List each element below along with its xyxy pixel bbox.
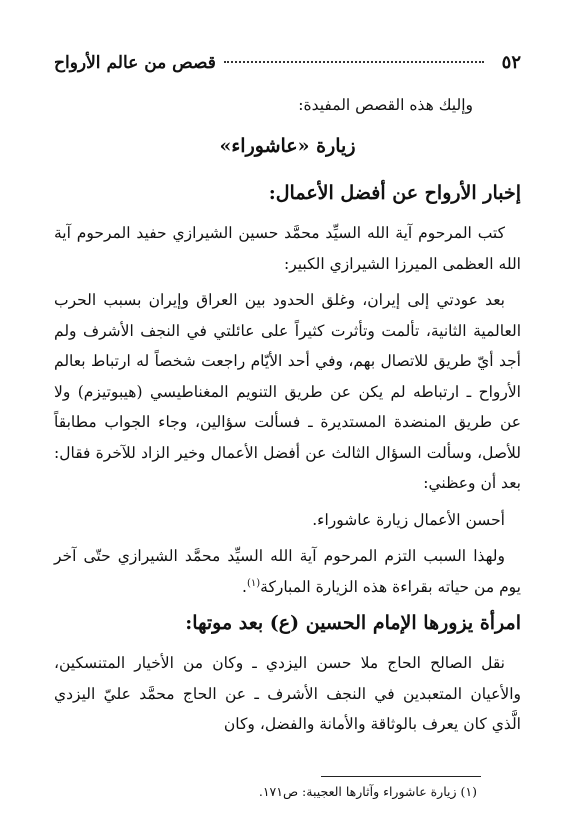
story1-paragraph-1: كتب المرحوم آية الله السيِّد محمَّد حسين الشيرازي حفيد المرحوم آية الله العظمى الميرزا الشيرازي الكبير: (54, 224, 521, 273)
footnote-divider (321, 776, 481, 777)
story2-heading: امرأة يزورها الإمام الحسين (ع) بعد موتها: (185, 612, 521, 634)
story1-closing-text: ولهذا السبب التزم المرحوم آية الله السيِّد محمَّد الشيرازي حتّى آخر يوم من حياته بقراءة هذه الزيارة المباركة (54, 547, 521, 596)
book-page (40, 0, 535, 839)
story1-paragraph-3: أحسن الأعمال زيارة عاشوراء. (312, 510, 505, 529)
page-number: ٥٢ (501, 52, 521, 73)
book-title: قصص من عالم الأرواح (54, 53, 216, 73)
dotted-leader (224, 61, 484, 63)
main-text (54, 90, 521, 746)
story1-closing-end: . (242, 577, 247, 596)
running-head (54, 52, 521, 76)
story1-closing-paragraph (54, 541, 521, 602)
footnote: (١) زيارة عاشوراء وآثارها العجيبة: ص١٧١. (258, 784, 477, 799)
section-title: زيارة «عاشوراء» (219, 135, 356, 157)
story1-paragraph-2: بعد عودتي إلى إيران، وغلق الحدود بين العراق وإيران بسبب الحرب العالمية الثانية، تألمت وتأثرت كثيراً على عائلتي في النجف الأشرف ولم أجد أيّ طريق للاتصال بهم، وفي أحد الأيّام راجعت شخصاً له ارتباط بعالم الأرواح ـ ارتباطه لم يكن عن طريق التنويم المغناطيسي (هيبوتيزم) ولا عن طريق المنضدة المستديرة ـ فسألت سؤالين، وجاء الجواب مطابقاً للأصل، وسألت السؤال الثالث عن أفضل الأعمال وخير الزاد للآخرة فقال: بعد أن وعظني: (54, 291, 521, 492)
story2-paragraph: نقل الصالح الحاج ملا حسن اليزدي ـ وكان من الأخيار المتنسكين، والأعيان المتعبدين في النجف الأشرف ـ عن الحاج محمَّد عليّ اليزدي الَّذي كان يعرف بالوثاقة والأمانة والفضل، وكان (54, 654, 521, 733)
footnote-marker: (١) (246, 577, 261, 589)
intro-line: وإليك هذه القصص المفيدة: (298, 96, 473, 114)
story1-heading: إخبار الأرواح عن أفضل الأعمال: (268, 182, 521, 204)
